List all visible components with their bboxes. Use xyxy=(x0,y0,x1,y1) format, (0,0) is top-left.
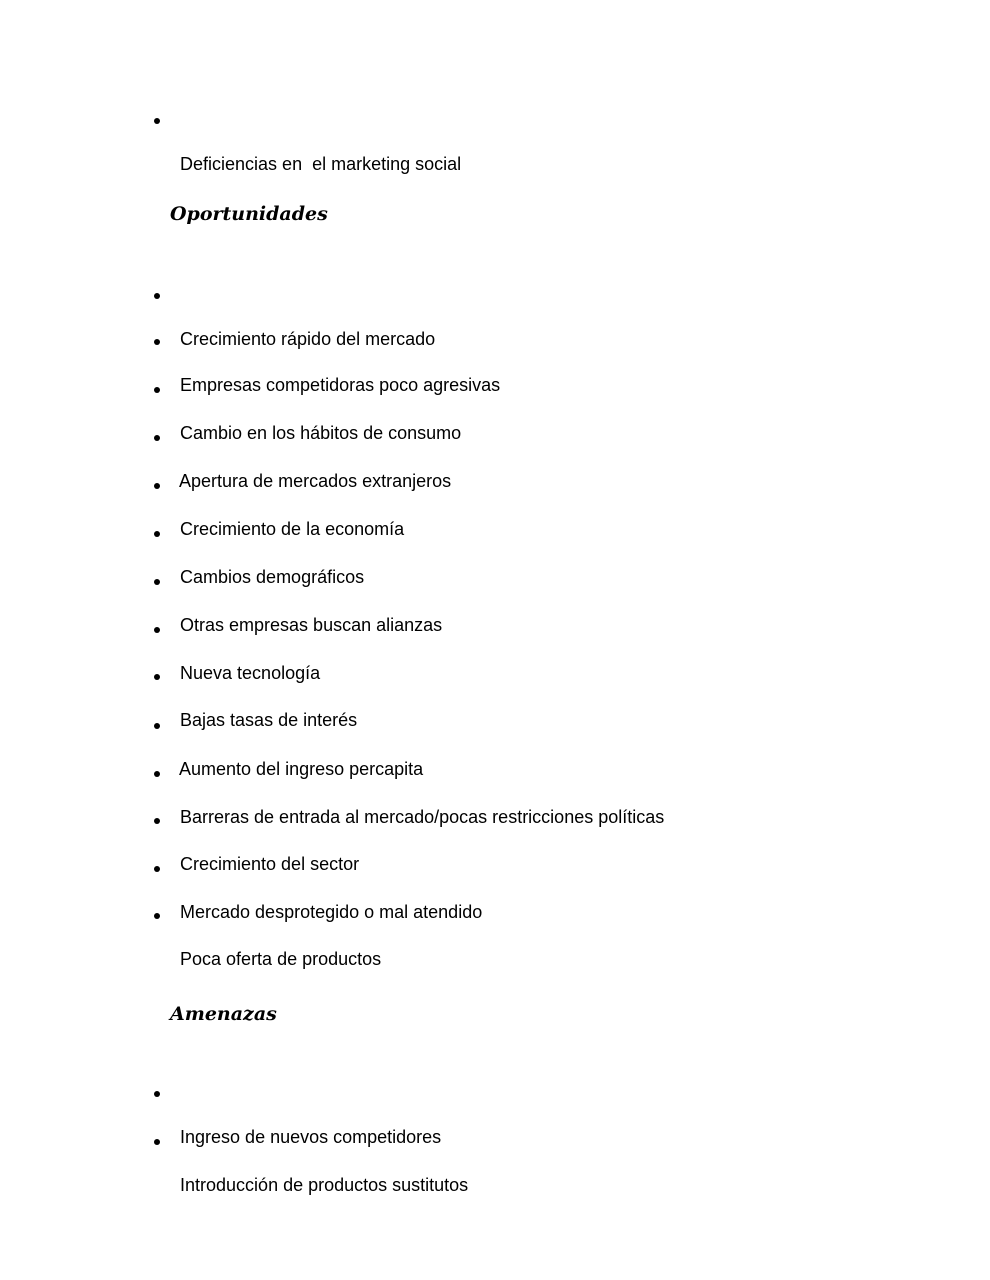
top-list-item xyxy=(170,109,461,175)
bullet-icon xyxy=(154,579,160,585)
bullet-icon xyxy=(154,118,160,124)
list-item xyxy=(170,1130,468,1196)
list-item-text: Cambios demográficos xyxy=(180,567,365,587)
bullet-icon xyxy=(154,483,160,489)
list-item-text: Apertura de mercados extranjeros xyxy=(179,471,452,491)
bullet-icon xyxy=(154,913,160,919)
list-item xyxy=(170,904,381,970)
list-item-text: Mercado desprotegido o mal atendido xyxy=(180,902,483,922)
bullet-icon xyxy=(154,293,160,299)
bullet-icon xyxy=(154,531,160,537)
list-item-text: Cambio en los hábitos de consumo xyxy=(180,423,462,443)
bullet-icon xyxy=(154,1091,160,1097)
bullet-icon xyxy=(154,866,160,872)
list-item-text: Crecimiento rápido del mercado xyxy=(180,329,436,349)
list-item-text: Crecimiento del sector xyxy=(180,854,360,874)
bullet-icon xyxy=(154,387,160,393)
bullet-icon xyxy=(154,674,160,680)
bullet-icon xyxy=(154,339,160,345)
list-item-text: Ingreso de nuevos competidores xyxy=(180,1127,442,1147)
list-item-text: Barreras de entrada al mercado/pocas restricciones políticas xyxy=(180,807,665,827)
list-item-text: Bajas tasas de interés xyxy=(180,710,358,730)
list-item-text: Empresas competidoras poco agresivas xyxy=(180,375,501,395)
list-item-text: Nueva tecnología xyxy=(180,663,321,683)
heading-oportunidades: Oportunidades xyxy=(170,203,328,225)
bullet-icon xyxy=(154,1139,160,1145)
list-item-text: Aumento del ingreso percapita xyxy=(179,759,424,779)
heading-amenazas: Amenazas xyxy=(170,1003,277,1025)
list-item-text: Deficiencias en el marketing social xyxy=(180,154,462,174)
bullet-icon xyxy=(154,435,160,441)
bullet-icon xyxy=(154,723,160,729)
list-item-text: Poca oferta de productos xyxy=(180,949,382,969)
bullet-icon xyxy=(154,818,160,824)
list-item-text: Otras empresas buscan alianzas xyxy=(180,615,443,635)
list-item-text: Crecimiento de la economía xyxy=(180,519,405,539)
list-item-text: Introducción de productos sustitutos xyxy=(180,1175,469,1195)
bullet-icon xyxy=(154,627,160,633)
bullet-icon xyxy=(154,771,160,777)
